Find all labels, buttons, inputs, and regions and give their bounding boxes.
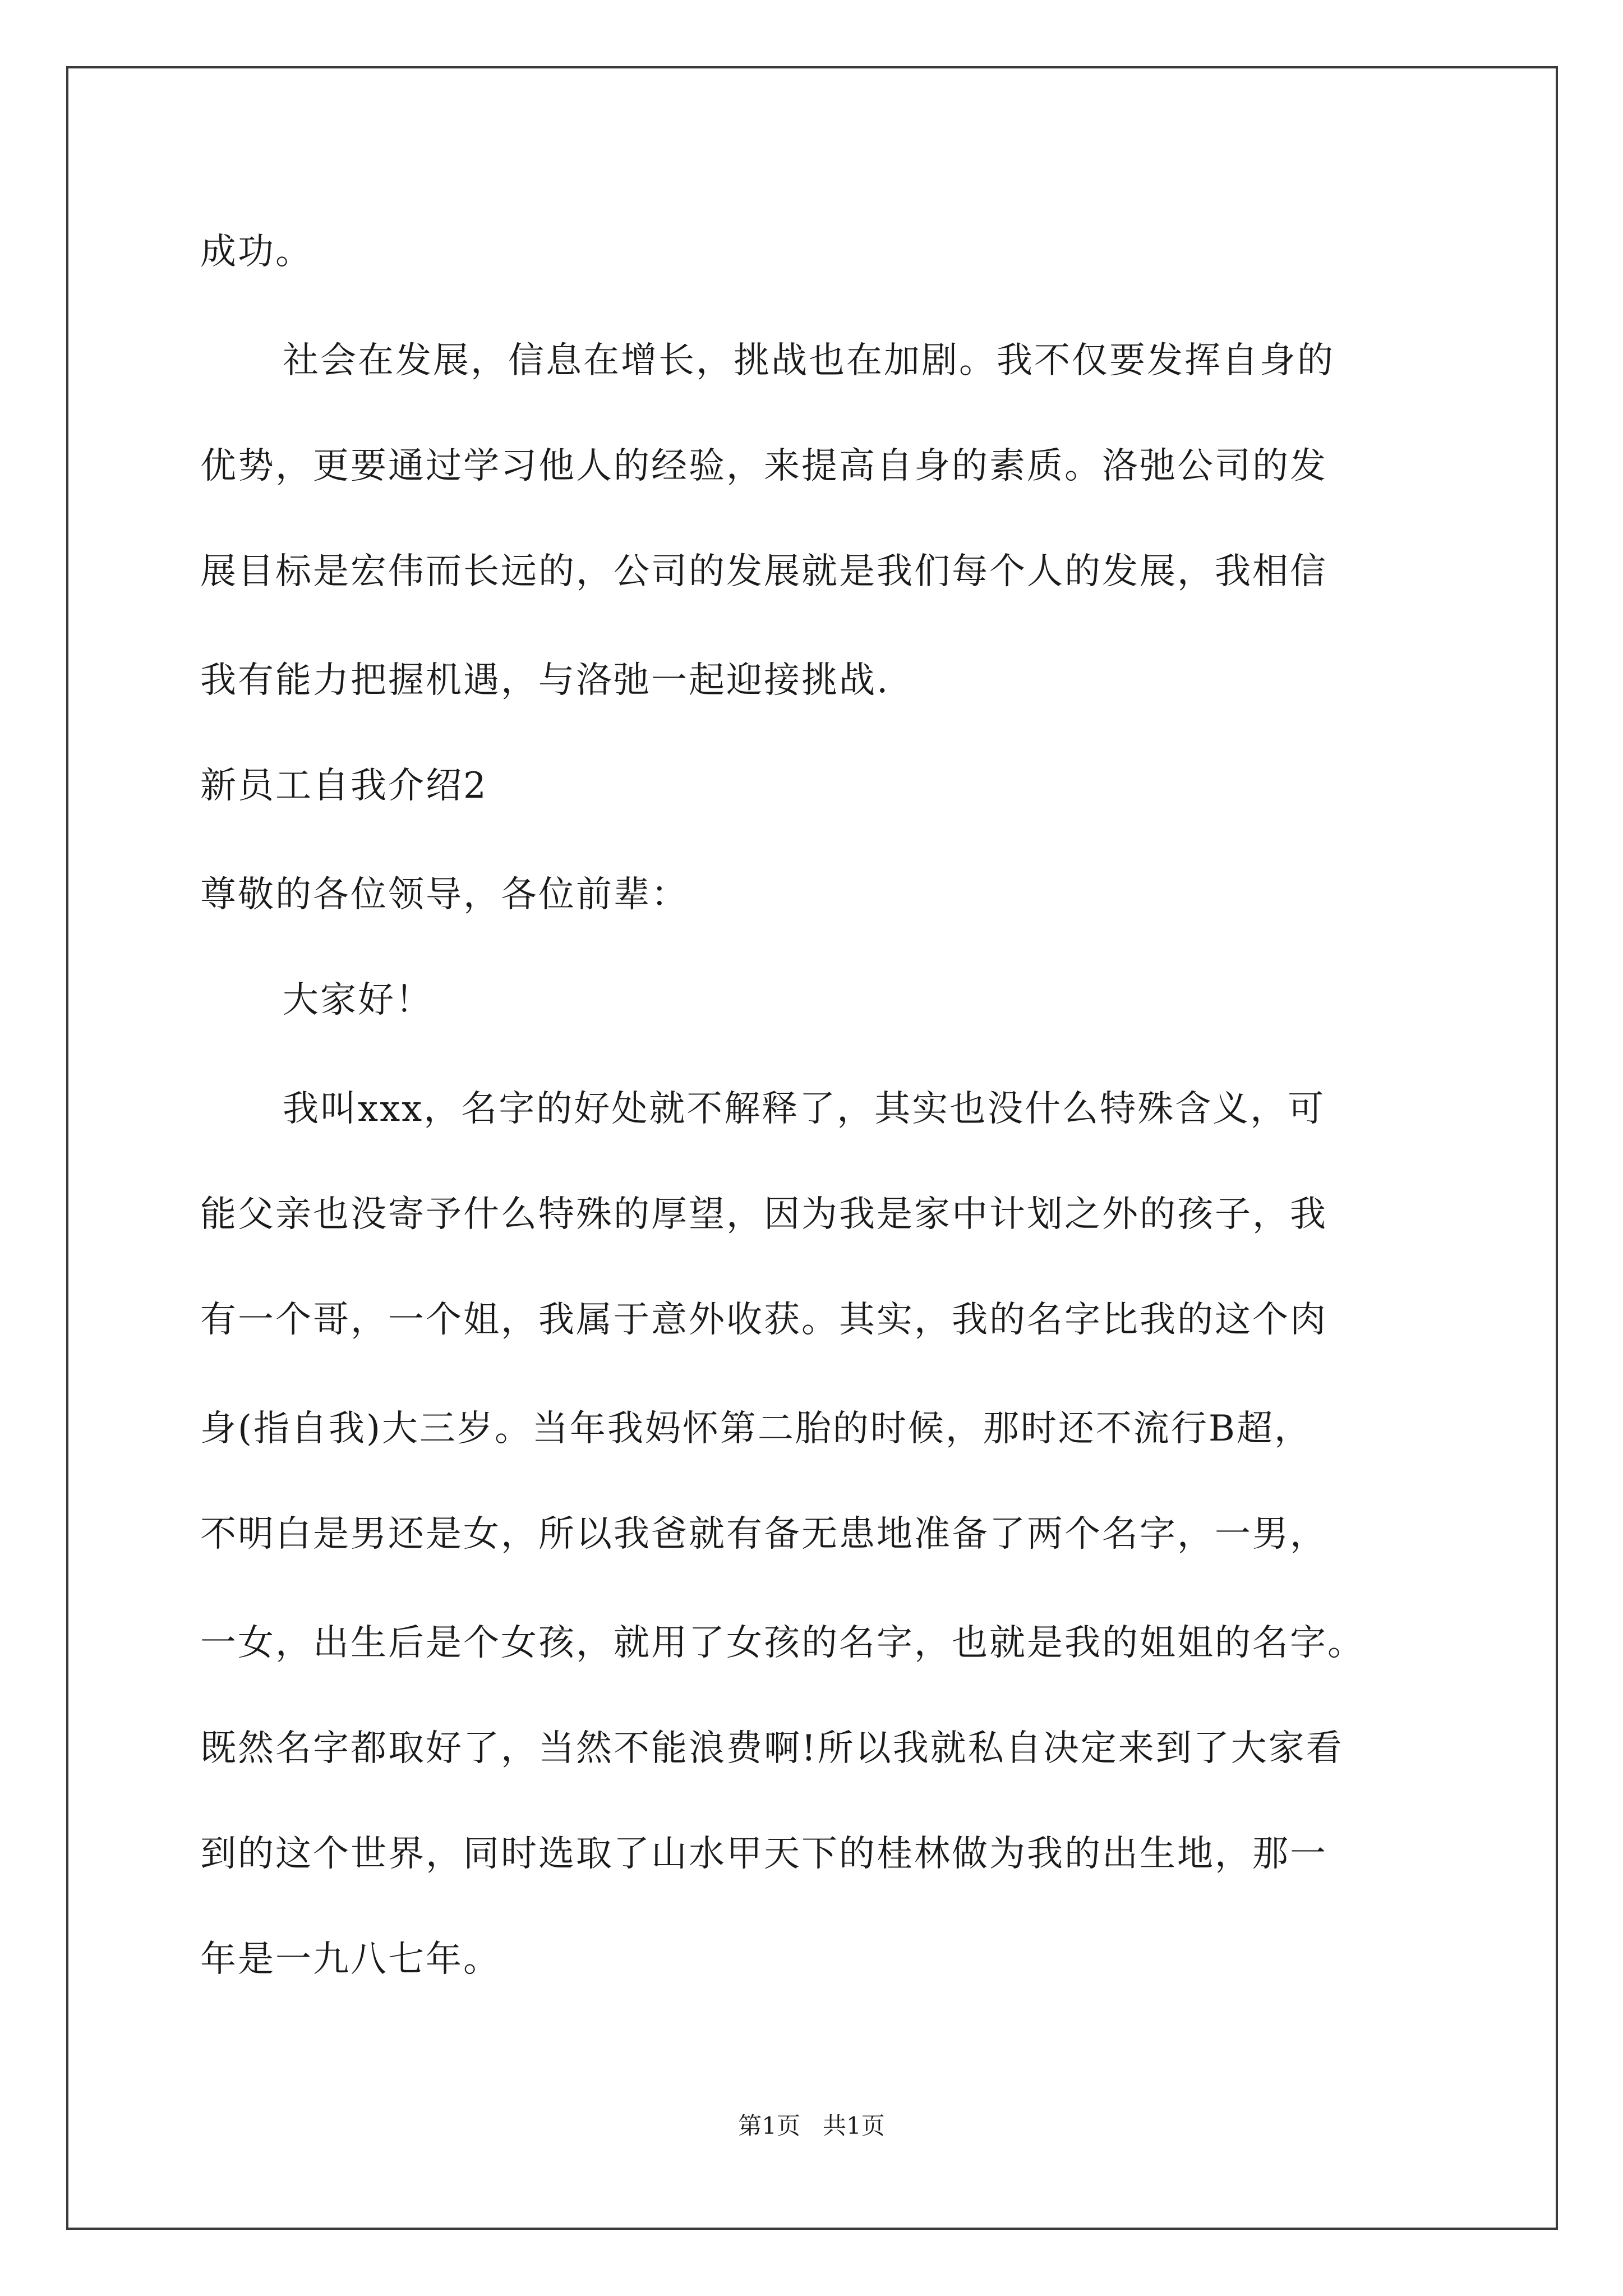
paragraph-line: 我叫xxx，名字的好处就不解释了，其实也没什么特殊含义，可 bbox=[283, 1088, 1326, 1130]
paragraph-line: 年是一九八七年。 bbox=[200, 1939, 501, 1980]
paragraph-line: 一女，出生后是个女孩，就用了女孩的名字，也就是我的姐姐的名字。 bbox=[200, 1622, 1365, 1664]
paragraph-line: 社会在发展，信息在增长，挑战也在加剧。我不仅要发挥自身的 bbox=[283, 340, 1335, 381]
paragraph-line: 我有能力把握机遇，与洛弛一起迎接挑战. bbox=[200, 660, 890, 701]
page-footer: 第1页 共1页 bbox=[738, 2112, 885, 2139]
paragraph-line: 不明白是男还是女，所以我爸就有备无患地准备了两个名字，一男， bbox=[200, 1513, 1327, 1555]
paragraph-line: 展目标是宏伟而长远的，公司的发展就是我们每个人的发展，我相信 bbox=[200, 551, 1327, 592]
section-heading: 新员工自我介绍2 bbox=[200, 765, 488, 807]
paragraph-line: 优势，更要通过学习他人的经验，来提高自身的素质。洛弛公司的发 bbox=[200, 445, 1327, 487]
salutation: 尊敬的各位领导，各位前辈： bbox=[200, 874, 689, 915]
paragraph-line: 到的这个世界，同时选取了山水甲天下的桂林做为我的出生地，那一 bbox=[200, 1833, 1327, 1875]
paragraph-line: 能父亲也没寄予什么特殊的厚望，因为我是家中计划之外的孩子，我 bbox=[200, 1194, 1327, 1235]
paragraph-line: 成功。 bbox=[200, 231, 313, 273]
paragraph-line: 既然名字都取好了，当然不能浪费啊!所以我就私自决定来到了大家看 bbox=[200, 1728, 1344, 1769]
paragraph-line: 有一个哥，一个姐，我属于意外收获。其实，我的名字比我的这个肉 bbox=[200, 1299, 1327, 1341]
page-border bbox=[66, 66, 1558, 2230]
greeting: 大家好！ bbox=[283, 979, 433, 1021]
paragraph-line: 身(指自我)大三岁。当年我妈怀第二胎的时候，那时还不流行B超， bbox=[200, 1408, 1312, 1450]
